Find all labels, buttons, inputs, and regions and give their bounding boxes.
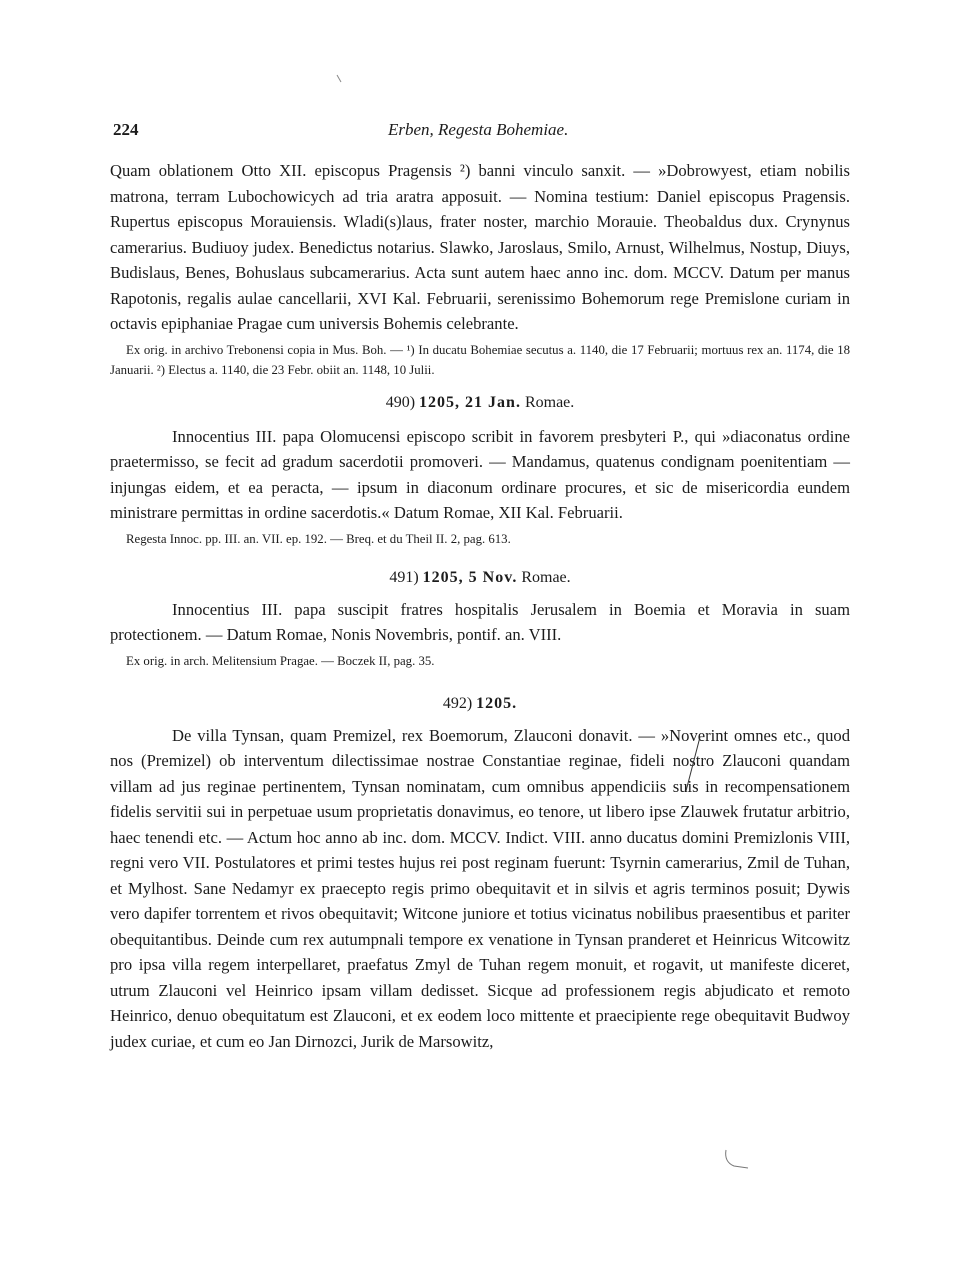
running-header	[113, 120, 848, 142]
entry-489-continuation-text: Quam oblationem Otto XII. episcopus Pragensis ²) banni vinculo sanxit. — »Dobrowyest, etiam nobilis matrona, terram Lubochowicych ad tria aratra apposuit. — Nomina testium: Daniel episcopus Pragensis. Rupertus episcopus Morauiensis. Wladi(s)laus, frater noster, marchio Morauie. Theobaldus dux. Crynynus camerarius. Budiuoy judex. Benedictus notarius. Slawko, Jaroslaus, Smilo, Arnust, Wilhelmus, Nostup, Diuys, Budislaus, Benes, Bohuslaus subcamerarius. Acta sunt autem haec anno inc. dom. MCCV. Datum per manus Rapotonis, regalis aulae cancellarii, XVI Kal. Februarii, serenissimo Bohemorum rege Premislone curiam in octavis epiphaniae Pragae cum universis Bohemis celebrante.	[110, 161, 850, 333]
page-number: 224	[113, 120, 139, 139]
entry-492-heading	[110, 693, 850, 715]
entry-491-note: Ex orig. in arch. Melitensium Pragae. — Boczek II, pag. 35.	[126, 653, 435, 668]
entry-490-number: 490)	[385, 393, 416, 411]
entry-491-text: Innocentius III. papa suscipit fratres hospitalis Jerusalem in Boemia et Moravia in suam protectionem. — Datum Romae, Nonis Novembris, pontif. an. VIII.	[110, 599, 850, 644]
entry-492-number: 492)	[442, 694, 473, 712]
speck-mark	[335, 74, 343, 84]
entry-491-number: 491)	[389, 568, 419, 586]
entry-490-heading	[110, 392, 850, 414]
entry-492-text: De villa Tynsan, quam Premizel, rex Boemorum, Zlauconi donavit. — »Noverint omnes etc., quod nos (Premizel) ob interventum dilectissimae nostrae Constantiae reginae, fideli nostro Zlauconi quandam villam ad jus reginae pertinentem, Tynsan nominatam, cum omnibus appendiciis suis in recompensationem fidelis servitii sui in perpetuae usum proprietatis donavimus, eo tenore, ut libero ipse Zlauwek frutatur arbitrio, haec tenendi etc. — Actum hoc anno ab inc. dom. MCCV. Indict. VIII. anno ducatus domini Premizlonis VIII, regni vero VII. Postulatores et primi testes hujus rei post reginam fuerunt: Tsyrnin camerarius, Zmil de Tuhan, et Mylhost. Sane Nedamyr ex praecepto regis primo obequitavit et in silvis et agris terminos posuit; Dywis vero dapifer torrentem et rivos obequitavit; Witcone juniore et totius vicinatus nobilibus praesentibus et pariter obequitantibus. Deinde cum rex autumpnali tempore ex venatione in Tynsan pranderet et Heinricus Witcowitz pro ipsa villa regem interpellaret, praefatus Zmyl de Tuhan regem monuit, et rogavit, ut manifeste diceret, utrum Zlauconi vel Heinrico ipsam villam dedisset. Sicque ad professionem regis abjudicato et remoto Heinrico, denuo obequitatum est Zlauconi, et ex eodem loco mittente et praecipiente rege obequitavit Budwoy judex curiae, et cum eo Jan Dirnozci, Jurik de Marsowitz,	[110, 725, 850, 1051]
entry-490-place: Romae.	[524, 393, 575, 411]
entry-490-note: Regesta Innoc. pp. III. an. VII. ep. 192. — Breq. et du Theil II. 2, pag. 613.	[126, 531, 511, 546]
entry-492-date: 1205.	[476, 694, 518, 712]
running-title: Erben, Regesta Bohemiae.	[388, 120, 569, 139]
pen-stroke-mark	[680, 735, 704, 795]
entry-491-date: 1205, 5 Nov.	[422, 568, 518, 586]
entry-490-text: Innocentius III. papa Olomucensi episcopo scribit in favorem presbyteri P., qui »diaconatus ordine praetermisso, se fecit ad gradum sacerdotii promoveri. — Mandamus, quatenus condignam poenitentiam — injungas eidem, et ea peracta, — ipsum in diaconum ordinare procures, et sic de misericordia eundem ministrare permittas in ordine sacerdotis.« Datum Romae, XII Kal. Februarii.	[110, 426, 850, 522]
entry-489-note: Ex orig. in archivo Trebonensi copia in Mus. Boh. — ¹) In ducatu Bohemiae secutus a. 1140, die 17 Februarii; mortuus rex an. 1174, die 18 Januarii. ²) Electus a. 1140, die 23 Febr. obiit an. 1148, 10 Julii.	[110, 342, 850, 377]
entry-491-heading	[110, 567, 850, 589]
entry-491-place: Romae.	[521, 568, 571, 586]
page-body	[110, 158, 850, 1054]
pen-hook-mark	[722, 1148, 752, 1172]
entry-490-date: 1205, 21 Jan.	[419, 393, 521, 411]
